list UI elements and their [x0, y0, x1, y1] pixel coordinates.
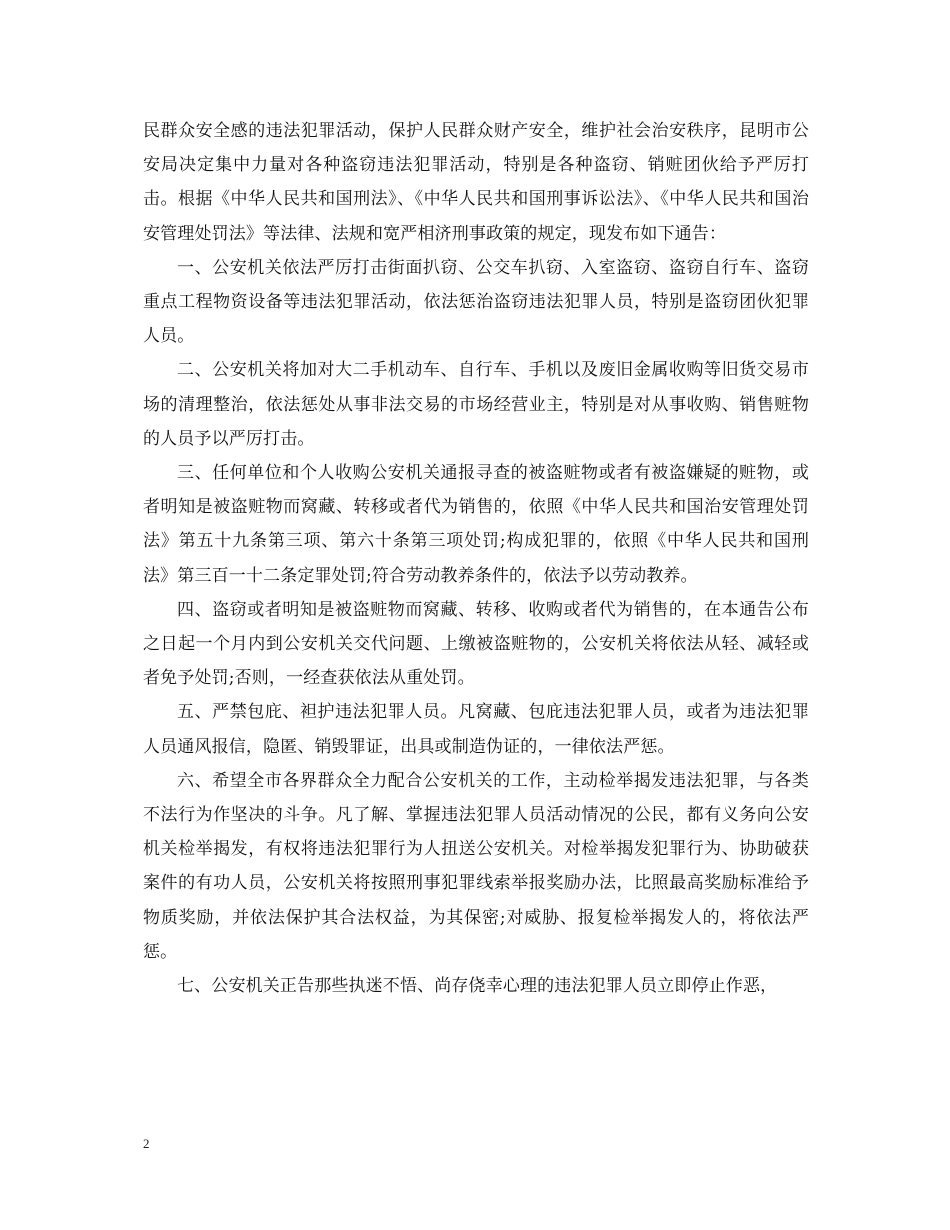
paragraph-item-5: 五、严禁包庇、袒护违法犯罪人员。凡窝藏、包庇违法犯罪人员，或者为违法犯罪人员通风报信，隐匿、销毁罪证，出具或制造伪证的，一律依法严惩。 [143, 702, 809, 757]
paragraph-item-3: 三、任何单位和个人收购公安机关通报寻查的被盗赃物或者有被盗嫌疑的赃物，或者明知是被盗赃物而窝藏、转移或者代为销售的，依照《中华人民共和国治安管理处罚法》第五十九条第三项、第六十条第三项处罚;构成犯罪的，依照《中华人民共和国刑法》第三百一十二条定罪处罚;符合劳动教养条件的，依法予以劳动教养。 [143, 463, 809, 586]
paragraph-item-4: 四、盗窃或者明知是被盗赃物而窝藏、转移、收购或者代为销售的，在本通告公布之日起一个月内到公安机关交代问题、上缴被盗赃物的，公安机关将依法从轻、减轻或者免予处罚;否则，一经查获依法从重处罚。 [143, 599, 809, 689]
paragraph-item-6: 六、希望全市各界群众全力配合公安机关的工作，主动检举揭发违法犯罪，与各类不法行为作坚决的斗争。凡了解、掌握违法犯罪人员活动情况的公民，都有义务向公安机关检举揭发，有权将违法犯罪行为人扭送公安机关。对检举揭发犯罪行为、协助破获案件的有功人员，公安机关将按照刑事犯罪线索举报奖励办法，比照最高奖励标准给予物质奖励，并依法保护其合法权益，为其保密;对威胁、报复检举揭发人的，将依法严惩。 [143, 770, 809, 962]
page-number: 2 [143, 1136, 150, 1151]
paragraph-item-2: 二、公安机关将加对大二手机动车、自行车、手机以及废旧金属收购等旧货交易市场的清理整治，依法惩处从事非法交易的市场经营业主，特别是对从事收购、销售赃物的人员予以严厉打击。 [143, 360, 809, 449]
paragraph-item-7: 七、公安机关正告那些执迷不悟、尚存侥幸心理的违法犯罪人员立即停止作恶， [177, 976, 778, 997]
paragraph-continuation: 民群众安全感的违法犯罪活动，保护人民群众财产安全，维护社会治安秩序，昆明市公安局决定集中力量对各种盗窃违法犯罪活动，特别是各种盗窃、销赃团伙给予严厉打击。根据《中华人民共和国刑法》、《中华人民共和国刑事诉讼法》、《中华人民共和国治安管理处罚法》等法律、法规和宽严相济刑事政策的规定，现发布如下通告： [143, 121, 809, 244]
paragraph-item-1: 一、公安机关依法严厉打击街面扒窃、公交车扒窃、入室盗窃、盗窃自行车、盗窃重点工程物资设备等违法犯罪活动，依法惩治盗窃违法犯罪人员，特别是盗窃团伙犯罪人员。 [143, 257, 809, 347]
document-body [143, 114, 809, 1003]
